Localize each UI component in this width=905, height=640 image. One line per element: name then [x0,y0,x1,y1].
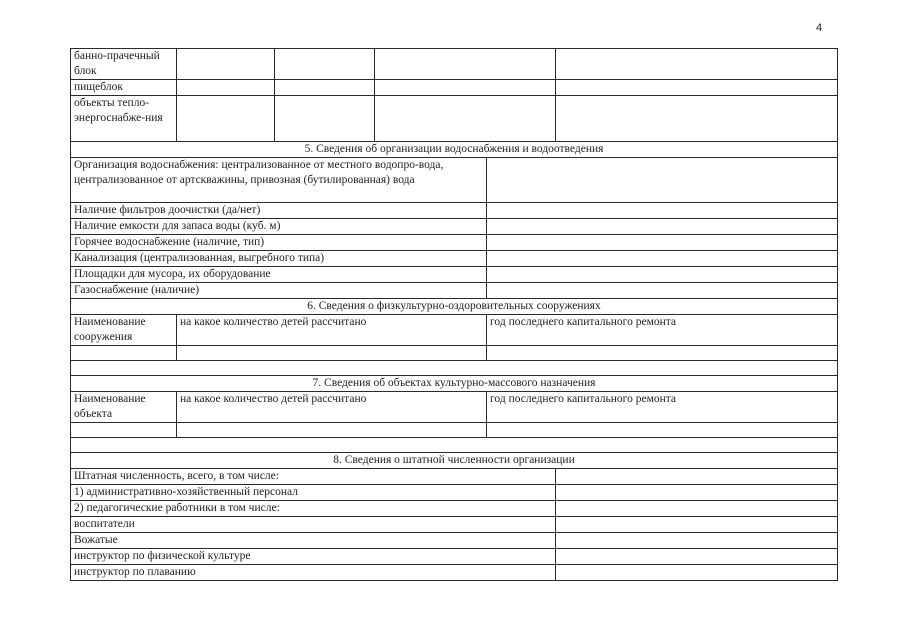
row-label: Наличие фильтров доочистки (да/нет) [71,203,487,219]
row-label: банно-прачечный блок [71,49,177,80]
value-cell [556,501,838,517]
section6-title: 6. Сведения о физкультурно-оздоровительных сооружениях [71,299,838,315]
section5-title: 5. Сведения об организации водоснабжения и водоотведения [71,142,838,158]
table-row [71,96,838,142]
value-cell [487,283,838,299]
column-header: Наименование сооружения [71,315,177,346]
table-row [71,219,838,235]
section7-title: 7. Сведения об объектах культурно-массового назначения [71,376,838,392]
row-label: 2) педагогические работники в том числе: [71,501,556,517]
row-label: воспитатели [71,517,556,533]
table-row [71,158,838,203]
row-label: Газоснабжение (наличие) [71,283,487,299]
section-header [71,142,838,158]
table-header-row [71,392,838,423]
row-label: инструктор по плаванию [71,565,556,581]
row-label: Горячее водоснабжение (наличие, тип) [71,235,487,251]
spacer-row [71,361,838,376]
page-number: 4 [816,22,823,34]
row-label: объекты тепло-энергоснабже-ния [71,96,177,142]
row-label: 1) административно-хозяйственный персонал [71,485,556,501]
table-row [71,423,838,438]
value-cell [487,235,838,251]
table-row [71,485,838,501]
table-row [71,283,838,299]
section-header [71,376,838,392]
value-cell [556,549,838,565]
table-row [71,533,838,549]
row-label: Вожатые [71,533,556,549]
table-row [71,501,838,517]
table-row [71,235,838,251]
value-cell [556,565,838,581]
table-row [71,549,838,565]
column-header: на какое количество детей рассчитано [177,315,487,346]
value-cell [487,251,838,267]
table-row [71,49,838,80]
value-cell [487,267,838,283]
value-cell [556,469,838,485]
value-cell [487,203,838,219]
table-row [71,80,838,96]
row-label: Организация водоснабжения: централизованное от местного водопро-вода, централизованное от артскважины, привозная (бутилированная) вода [71,158,487,203]
table-row [71,267,838,283]
row-label: Штатная численность, всего, в том числе: [71,469,556,485]
table-row [71,203,838,219]
row-label: Канализация (централизованная, выгребного типа) [71,251,487,267]
table-row [71,565,838,581]
value-cell [487,219,838,235]
column-header: на какое количество детей рассчитано [177,392,487,423]
value-cell [487,158,838,203]
row-label: Площадки для мусора, их оборудование [71,267,487,283]
section-header [71,299,838,315]
table-row [71,346,838,361]
spacer-row [71,438,838,453]
column-header: год последнего капитального ремонта [487,392,838,423]
value-cell [556,485,838,501]
table-header-row [71,315,838,346]
document-table [70,48,838,581]
column-header: год последнего капитального ремонта [487,315,838,346]
table-row [71,469,838,485]
column-header: Наименование объекта [71,392,177,423]
value-cell [556,517,838,533]
row-label: Наличие емкости для запаса воды (куб. м) [71,219,487,235]
row-label: инструктор по физической культуре [71,549,556,565]
section-header [71,453,838,469]
section8-title: 8. Сведения о штатной численности организации [71,453,838,469]
row-label: пищеблок [71,80,177,96]
table-row [71,251,838,267]
value-cell [556,533,838,549]
table-row [71,517,838,533]
